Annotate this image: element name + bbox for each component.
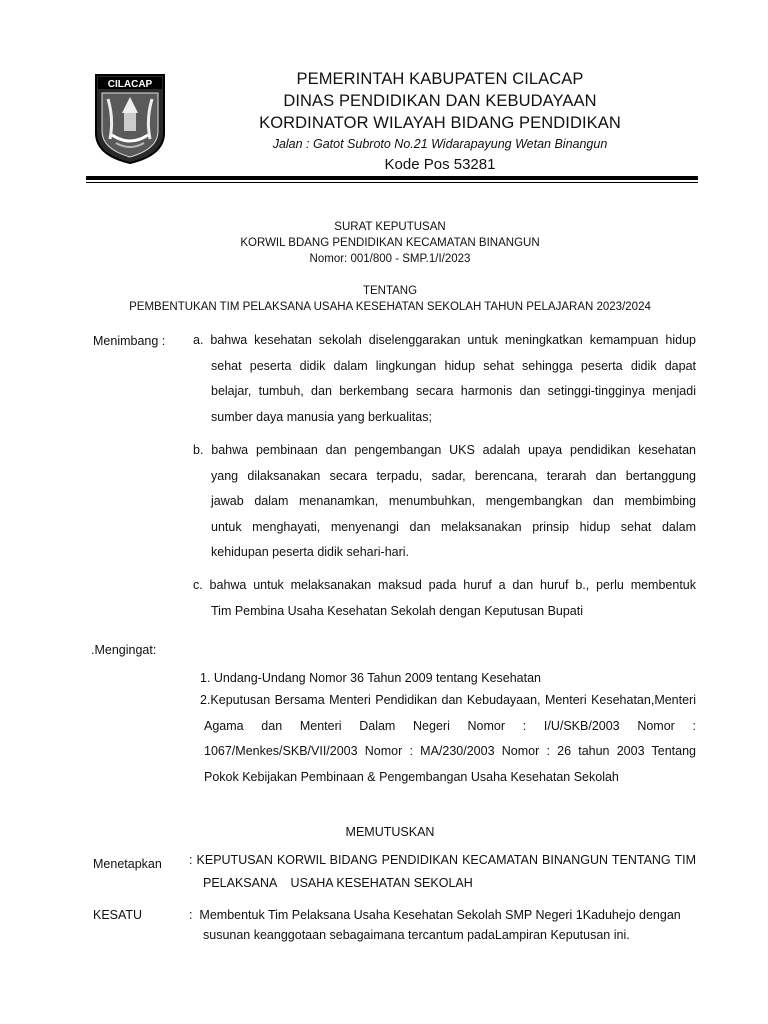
mengingat-label: .Mengingat: [91, 643, 157, 657]
text-line: b. bahwa pembinaan dan pengembangan UKS adalah upaya pendidikan kesehatan [193, 443, 696, 457]
letterhead-address: Jalan : Gatot Subroto No.21 Widarapayung Wetan Binangun [272, 137, 608, 151]
menimbang-item-a [193, 328, 696, 354]
logo-text: CILACAP [107, 79, 153, 90]
kesatu-text-cont: susunan keanggotaan sebagaimana tercantum padaLampiran Keputusan ini. [203, 928, 630, 942]
memutuskan-heading: MEMUTUSKAN [345, 825, 435, 839]
text-line: sehat peserta didik dalam lingkungan hidup sehat sehingga peserta didik dapat [211, 358, 696, 373]
kesatu-label: KESATU [93, 908, 143, 922]
text-line: Tim Pembina Usaha Kesehatan Sekolah dengan Keputusan Bupati [211, 603, 584, 618]
mengingat-item-2-cont [204, 714, 696, 791]
text-line: a. bahwa kesehatan sekolah diselenggarakan untuk meningkatkan kemampuan hidup [193, 333, 696, 347]
letterhead-divider-thin [86, 182, 698, 183]
menimbang-item-b [193, 438, 696, 464]
text-line: : KEPUTUSAN KORWIL BIDANG PENDIDIKAN KECAMATAN BINANGUN TENTANG TIM [189, 853, 696, 867]
menimbang-item-b-cont [211, 464, 696, 566]
letterhead-postal: Kode Pos 53281 [384, 156, 496, 173]
text-line: belajar, tumbuh, dan berkembang secara harmonis dan setinggi-tingginya menjadi [211, 384, 696, 398]
text-line: 1067/Menkes/SKB/VII/2003 Nomor : MA/230/2003 Nomor : 26 tahun 2003 Tentang [204, 744, 696, 758]
mengingat-item-1: 1. Undang-Undang Nomor 36 Tahun 2009 tentang Kesehatan [200, 671, 541, 685]
menetapkan-text [189, 851, 696, 869]
kesatu-text: : Membentuk Tim Pelaksana Usaha Kesehatan Sekolah SMP Negeri 1Kaduhejo dengan [189, 908, 681, 922]
text-line: sumber daya manusia yang berkualitas; [211, 409, 432, 424]
letterhead-line3: KORDINATOR WILAYAH BIDANG PENDIDIKAN [259, 114, 621, 132]
mengingat-item-2 [200, 688, 696, 714]
text-line: c. bahwa untuk melaksanakan maksud pada huruf a dan huruf b., perlu membentuk [193, 578, 696, 592]
menetapkan-text-cont: PELAKSANA USAHA KESEHATAN SEKOLAH [203, 876, 473, 890]
about-label: TENTANG [362, 285, 418, 297]
letterhead [200, 68, 680, 176]
menetapkan-label: Menetapkan [93, 857, 162, 871]
menimbang-item-c-cont [211, 599, 696, 625]
menimbang-item-a-cont [211, 354, 696, 431]
decree-subject: PEMBENTUKAN TIM PELAKSANA USAHA KESEHATAN SEKOLAH TAHUN PELAJARAN 2023/2024 [129, 301, 651, 313]
menimbang-label: Menimbang : [93, 334, 166, 348]
text-line: Pokok Kebijakan Pembinaan & Pengembangan Usaha Kesehatan Sekolah [204, 769, 619, 784]
decree-type: SURAT KEPUTUSAN [334, 221, 446, 233]
text-line: kehidupan peserta didik sehari-hari. [211, 545, 410, 559]
text-line: 2.Keputusan Bersama Menteri Pendidikan dan Kebudayaan, Menteri Kesehatan,Menteri [200, 693, 696, 707]
text-line: Agama dan Menteri Dalam Negeri Nomor : I/U/SKB/2003 Nomor : [204, 718, 696, 733]
text-line: jawab dalam menanamkan, menumbuhkan, mengembangkan dan membimbing [211, 494, 696, 508]
decree-number: Nomor: 001/800 - SMP.1/I/2023 [309, 253, 471, 265]
text-line: untuk menghayati, menyenangi dan melaksanakan prinsip hidup sehat dalam [211, 519, 696, 534]
decree-issuer: KORWIL BDANG PENDIDIKAN KECAMATAN BINANGUN [240, 237, 540, 249]
letterhead-line2: DINAS PENDIDIKAN DAN KEBUDAYAAN [283, 92, 597, 110]
letterhead-divider [86, 176, 698, 180]
cilacap-emblem-icon [94, 73, 166, 165]
text-line: yang dilaksanakan secara terpadu, sadar, berencana, terarah dan bertanggung [211, 468, 696, 483]
menimbang-item-c [193, 573, 696, 599]
letterhead-line1: PEMERINTAH KABUPATEN CILACAP [296, 70, 584, 88]
